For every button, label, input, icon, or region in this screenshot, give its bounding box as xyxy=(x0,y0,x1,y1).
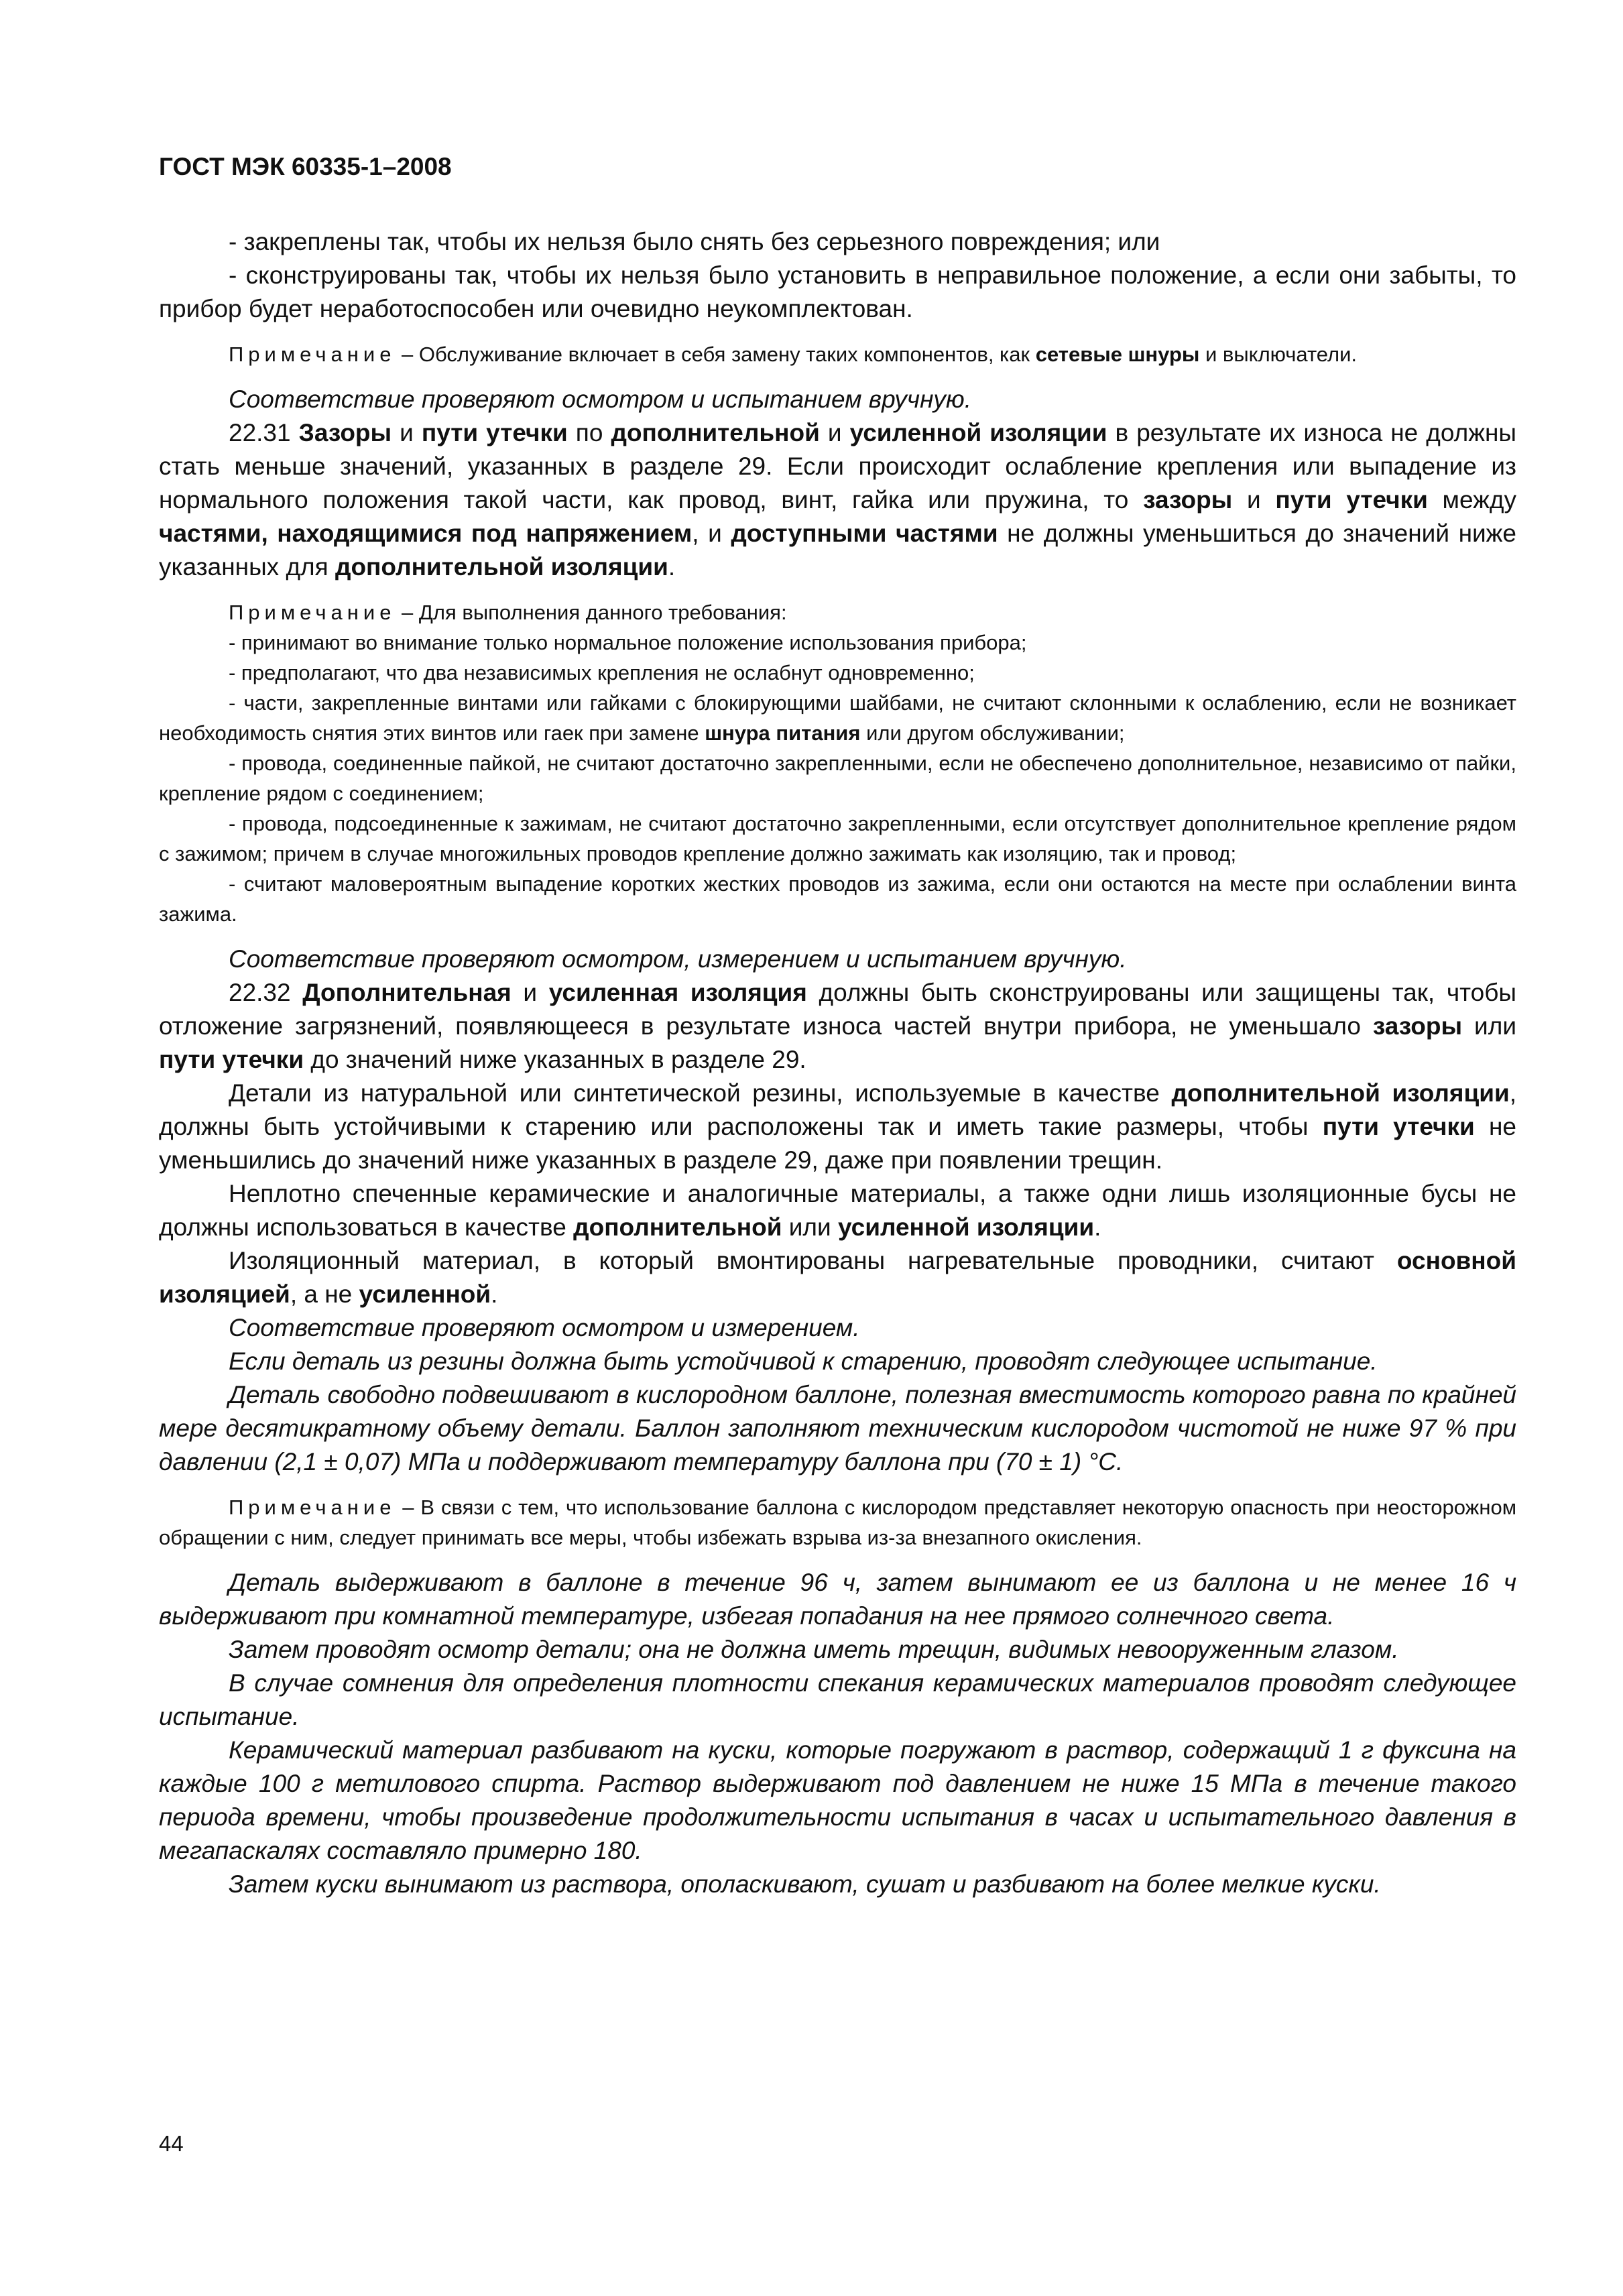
test-text: Затем куски вынимают из раствора, ополаскивают, сушат и разбивают на более мелкие куски. xyxy=(229,1870,1381,1898)
note: Примечание – Для выполнения данного требования: xyxy=(229,601,787,624)
test-text: Деталь выдерживают в баллоне в течение 96 ч, затем вынимают ее из баллона и не менее 16 ч выдерживают при комнатной температуре, избегая попадания на нее прямого солнечного света. xyxy=(159,1569,1516,1630)
note: Примечание – Обслуживание включает в себя замену таких компонентов, как сетевые шнуры и выключатели. xyxy=(229,343,1358,366)
test-text: В случае сомнения для определения плотности спекания керамических материалов проводят следующее испытание. xyxy=(159,1669,1516,1730)
note-item: - провода, соединенные пайкой, не считают достаточно закрепленными, если не обеспечено дополнительное, независимо от пайки, крепление рядом с соединением; xyxy=(159,751,1516,805)
note-item: - предполагают, что два независимых крепления не ослабнут одновременно; xyxy=(229,661,975,684)
document-header: ГОСТ МЭК 60335-1–2008 xyxy=(159,153,452,180)
note-item: - считают маловероятным выпадение коротких жестких проводов из зажима, если они остаются на месте при ослаблении винта зажима. xyxy=(159,872,1516,926)
paragraph: Изоляционный материал, в который вмонтированы нагревательные проводники, считают основной изоляцией, а не усиленной. xyxy=(159,1247,1516,1308)
list-item: - сконструированы так, чтобы их нельзя было установить в неправильное положение, а если они забыты, то прибор будет неработоспособен или очевидно неукомплектован. xyxy=(159,261,1516,322)
test-text: Если деталь из резины должна быть устойчивой к старению, проводят следующее испытание. xyxy=(229,1347,1378,1375)
clause-22-31: 22.31 Зазоры и пути утечки по дополнительной и усиленной изоляции в результате их износа не должны стать меньше значений, указанных в разделе 29. Если происходит ослабление крепления или выпадение из нормального положения такой части, как провод, винт, гайка или пружина, то зазоры и пути утечки между частями, находящимися под напряжением, и доступными частями не должны уменьшиться до значений ниже указанных для дополнительной изоляции. xyxy=(159,419,1516,581)
document-body xyxy=(159,225,1516,1901)
paragraph: Детали из натуральной или синтетической резины, используемые в качестве дополнительной изоляции, должны быть устойчивыми к старению или расположены так и иметь такие размеры, чтобы пути утечки не уменьшились до значений ниже указанных в разделе 29, даже при появлении трещин. xyxy=(159,1079,1516,1174)
compliance-text: Соответствие проверяют осмотром, измерением и испытанием вручную. xyxy=(229,945,1127,973)
list-item: - закреплены так, чтобы их нельзя было снять без серьезного повреждения; или xyxy=(229,228,1160,255)
note-item: - провода, подсоединенные к зажимам, не считают достаточно закрепленными, если отсутствует дополнительное крепление рядом с зажимом; причем в случае многожильных проводов крепление должно зажимать как изоляцию, так и провод; xyxy=(159,812,1516,865)
note: Примечание – В связи с тем, что использование баллона с кислородом представляет некоторую опасность при неосторожном обращении с ним, следует принимать все меры, чтобы избежать взрыва из-за внезапного окисления. xyxy=(159,1496,1516,1549)
document-page xyxy=(159,0,1516,2296)
note-item: - принимают во внимание только нормальное положение использования прибора; xyxy=(229,631,1027,654)
paragraph: Неплотно спеченные керамические и аналогичные материалы, а также одни лишь изоляционные бусы не должны использоваться в качестве дополнительной или усиленной изоляции. xyxy=(159,1180,1516,1241)
compliance-text: Соответствие проверяют осмотром и измерением. xyxy=(229,1314,860,1341)
page-number: 44 xyxy=(159,2131,184,2156)
test-text: Деталь свободно подвешивают в кислородном баллоне, полезная вместимость которого равна по крайней мере десятикратному объему детали. Баллон заполняют техническим кислородом чистотой не ниже 97 % при давлении (2,1 ± 0,07) МПа и поддерживают температуру баллона при (70 ± 1) °С. xyxy=(159,1381,1516,1475)
test-text: Керамический материал разбивают на куски, которые погружают в раствор, содержащий 1 г фуксина на каждые 100 г метилового спирта. Раствор выдерживают под давлением не ниже 15 МПа в течение такого периода времени, чтобы произведение продолжительности испытания в часах и испытательного давления в мегапаскалях составляло примерно 180. xyxy=(159,1736,1516,1864)
note-item: - части, закрепленные винтами или гайками с блокирующими шайбами, не считают склонными к ослаблению, если не возникает необходимость снятия этих винтов или гаек при замене шнура питания или другом обслуживании; xyxy=(159,691,1516,745)
compliance-text: Соответствие проверяют осмотром и испытанием вручную. xyxy=(229,385,972,413)
test-text: Затем проводят осмотр детали; она не должна иметь трещин, видимых невооруженным глазом. xyxy=(229,1636,1399,1663)
clause-22-32: 22.32 Дополнительная и усиленная изоляция должны быть сконструированы или защищены так, чтобы отложение загрязнений, появляющееся в результате износа частей внутри прибора, не уменьшало зазоры или пути утечки до значений ниже указанных в разделе 29. xyxy=(159,979,1516,1073)
